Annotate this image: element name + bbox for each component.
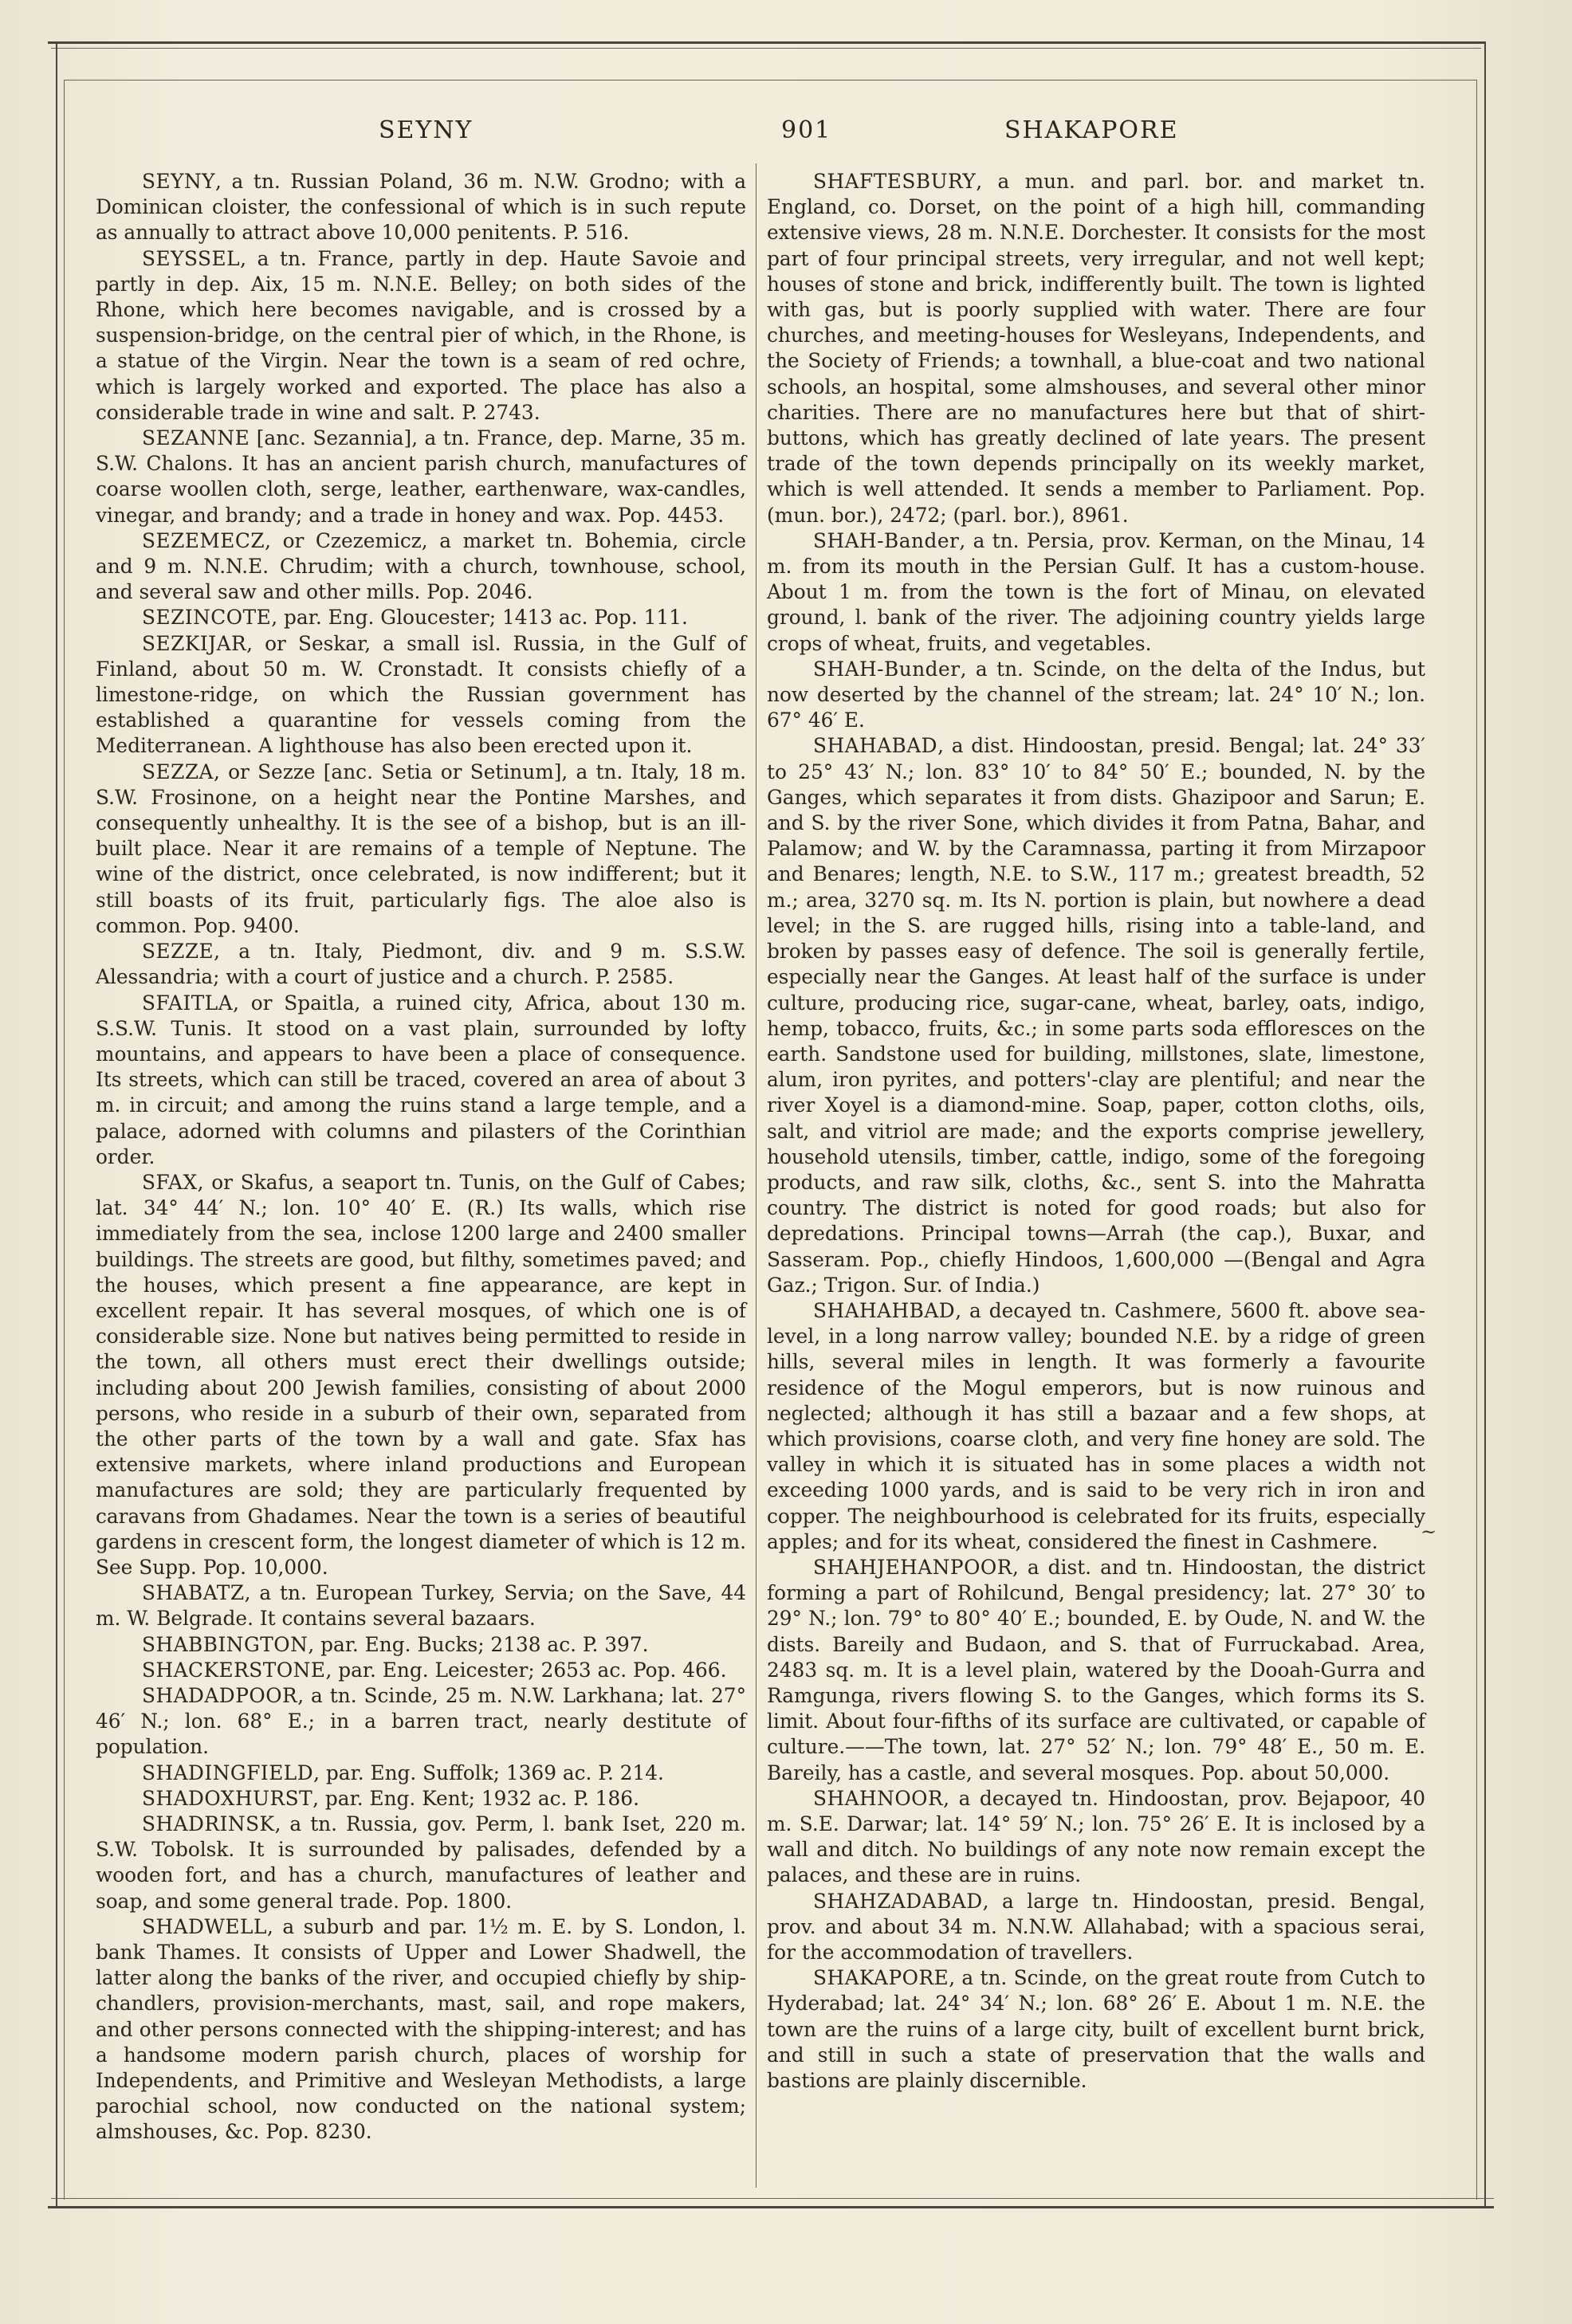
entry-text: , or Czezemicz, a market tn. Bohemia, circle and 9 m. N.N.E. Chrudim; with a church, townhouse, school, and several saw and other mills. Pop. 2046. [96,528,746,604]
gazetteer-entry [767,1889,1425,1966]
entry-text: , par. Eng. Gloucester; 1413 ac. Pop. 111. [271,606,688,630]
entry-headword: SHAFTESBURY [813,170,977,193]
gazetteer-entry [96,246,746,426]
entry-text: , a tn. Scinde, 25 m. N.W. Larkhana; lat. 27° 46′ N.; lon. 68° E.; in a barren tract, nearly destitute of population. [96,1683,746,1759]
gazetteer-entry [96,1761,746,1786]
gazetteer-entry [767,169,1425,528]
entry-headword: SEZINCOTE [142,606,272,630]
gazetteer-entry [96,605,746,630]
entry-text: , or Seskar, a small isl. Russia, in the Gulf of Finland, about 50 m. W. Cronstadt. It consists chiefly of a limestone-ridge, on which the Russian government has established a quarantine for vessels coming from the Mediterranean. A lighthouse has also been erected upon it. [96,631,746,758]
column-divider [756,163,757,2188]
right-column [767,169,1425,2094]
entry-text: , or Skafus, a seaport tn. Tunis, on the Gulf of Cabes; lat. 34° 44′ N.; lon. 10° 40′ E. (R.) Its walls, which rise immediately from the sea, inclose 1200 large and 2400 smaller buildings. The streets are good, but filthy, sometimes paved; and the houses, which present a fine appearance, are kept in excellent repair. It has several mosques, of which one is of considerable size. None but natives being permitted to reside in the town, all others must erect their dwellings outside; including about 200 Jewish families, consisting of about 2000 persons, who reside in a suburb of their own, separated from the other parts of the town by a wall and gate. Sfax has extensive markets, where inland productions and European manufactures are sold; they are particularly frequented by caravans from Ghadames. Near the town is a series of beautiful gardens in crescent form, the longest diameter of which is 12 m. See Supp. Pop. 10,000. [96,1170,746,1579]
gazetteer-entry [96,631,746,760]
gazetteer-entry [96,939,746,990]
entry-headword: SHAHZADABAD [813,1889,983,1913]
entry-text: [anc. Sezannia], a tn. France, dep. Marne, 35 m. S.W. Chalons. It has an ancient parish church, manufactures of coarse woollen cloth, serge, leather, earthenware, wax-candles, vinegar, and brandy; and a trade in honey and wax. Pop. 4453. [96,426,746,527]
gazetteer-entry [96,1914,746,2145]
entry-headword: SHAHJEHANPOOR [813,1555,1012,1579]
gazetteer-entry [96,1683,746,1761]
entry-headword: SHABBINGTON [142,1632,309,1656]
gazetteer-entry [96,528,746,606]
entry-text: , or Sezze [anc. Setia or Setinum], a tn. Italy, 18 m. S.W. Frosinone, on a height near the Pontine Marshes, and consequently unhealthy. It is the see of a bishop, but is an ill-built place. Near it are remains of a temple of Neptune. The wine of the district, once celebrated, is now indifferent; but it still boasts of its fruit, particularly figs. The aloe also is common. Pop. 9400. [96,760,746,937]
entry-headword: SEYNY [142,170,216,193]
border-top-rule [48,41,1484,44]
entry-headword: SHADWELL [142,1914,267,1938]
gazetteer-entry [96,1786,746,1812]
entry-text: , a tn. European Turkey, Servia; on the Save, 44 m. W. Belgrade. It contains several bazaars. [96,1581,746,1631]
entry-headword: SFAX [142,1170,198,1194]
entry-headword: SHAH-Bunder [813,657,961,681]
running-header [64,102,1476,142]
gazetteer-entry [767,1786,1425,1889]
entry-headword: SHAHNOOR [813,1786,944,1810]
border-right-rule [1484,41,1486,2208]
entry-text: , par. Eng. Bucks; 2138 ac. P. 397. [308,1632,649,1656]
entry-headword: SEYSSEL [142,246,241,270]
entry-headword: SHACKERSTONE [142,1658,326,1682]
entry-text: , a dist. and tn. Hindoostan, the district forming a part of Rohilcund, Bengal presidency; lat. 27° 30′ to 29° N.; lon. 79° to 80° 40′ E.; bounded, E. by Oude, N. and W. the dists. Bareily and Budaon, and S. that of Furruckabad. Area, 2483 sq. m. It is a level plain, watered by the Dooah-Gurra and Ramgunga, rivers flowing S. to the Ganges, which forms its S. limit. About four-fifths of its surface are cultivated, or capable of culture.——The town, lat. 27° 52′ N.; lon. 79° 48′ E., 50 m. E. Bareily, has a castle, and several mosques. Pop. about 50,000. [767,1555,1425,1784]
gazetteer-entry [767,733,1425,1297]
gazetteer-entry [96,1580,746,1631]
entry-headword: SEZKIJAR [142,631,247,655]
entry-text: , a tn. Scinde, on the delta of the Indus, but now deserted by the channel of the stream; lat. 24° 10′ N.; lon. 67° 46′ E. [767,657,1425,732]
entry-text: , a tn. Italy, Piedmont, div. and 9 m. S.S.W. Alessandria; with a court of justice and a church. P. 2585. [96,940,746,989]
entry-text: , par. Eng. Kent; 1932 ac. P. 186. [312,1786,639,1810]
entry-headword: SHAH-Bander [813,528,960,552]
entry-text: , a tn. Scinde, on the great route from Cutch to Hyderabad; lat. 24° 34′ N.; lon. 68° 26′ E. About 1 m. N.E. the town are the ruins of a large city, built of excellent burnt brick, and still in such a state of preservation that the walls and bastions are plainly discernible. [767,1966,1425,2093]
entry-headword: SHAHABAD [813,734,938,758]
border-left-inner-rule [64,80,65,2200]
gazetteer-entry [96,1658,746,1683]
entry-text: , a decayed tn. Hindoostan, prov. Bejapoor, 40 m. S.E. Darwar; lat. 14° 59′ N.; lon. 75° 26′ E. It is inclosed by a wall and ditch. No buildings of any note now remain except the palaces, and these are in ruins. [767,1786,1425,1887]
page-number: 901 [781,116,832,144]
border-left-rule [56,41,57,2208]
gazetteer-entry [96,991,746,1170]
entry-headword: SEZZA [142,760,214,783]
entry-text: , a tn. Russian Poland, 36 m. N.W. Grodno; with a Dominican cloister, the confessional of which is in such repute as annually to attract above 10,000 penitents. P. 516. [96,170,746,245]
entry-text: , a decayed tn. Cashmere, 5600 ft. above sea-level, in a long narrow valley; bounded N.E. by a ridge of green hills, several miles in length. It was formerly a favourite residence of the Mogul emperors, but is now ruinous and neglected; although it has still a bazaar and a few shops, at which provisions, coarse cloth, and very fine honey are sold. The valley in which it is situated has in some places a width not exceeding 1000 yards, and is said to be very rich in iron and copper. The neighbourhood is celebrated for its fruits, especially apples; and for its wheat, considered the finest in Cashmere. [767,1298,1425,1553]
gazetteer-entry [96,169,746,246]
running-head-left: SEYNY [379,116,474,144]
border-top-inner-rule [51,48,1481,49]
entry-text: , a dist. Hindoostan, presid. Bengal; lat. 24° 33′ to 25° 43′ N.; lon. 83° 10′ to 84° 50′ E.; bounded, N. by the Ganges, which separates it from dists. Ghazipoor and Sarun; E. and S. by the river Sone, which divides it from Patna, Bahar, and Palamow; and W. by the Caramnassa, parting it from Mirzapoor and Benares; length, N.E. to S.W., 117 m.; greatest breadth, 52 m.; area, 3270 sq. m. Its N. portion is plain, but nowhere a dead level; in the S. are rugged hills, rising into a table-land, and broken by passes easy of defence. The soil is generally fertile, especially near the Ganges. At least half of the surface is under culture, producing rice, sugar-cane, wheat, barley, oats, indigo, hemp, tobacco, fruits, &c.; in some parts soda effloresces on the earth. Sandstone used for building, millstones, slate, limestone, alum, iron pyrites, and potters'-clay are plentiful; and near the river Xoyel is a diamond-mine. Soap, paper, cotton cloths, oils, salt, and vitriol are made; and the exports comprise jewellery, household utensils, timber, cattle, indigo, some of the foregoing products, and raw silk, cloths, &c., sent S. into the Mahratta country. The district is noted for good roads; but also for depredations. Principal towns—Arrah (the cap.), Buxar, and Sasseram. Pop., chiefly Hindoos, 1,600,000 —(Bengal and Agra Gaz.; Trigon. Sur. of India.) [767,734,1425,1297]
entry-headword: SHABATZ [142,1581,245,1605]
gazetteer-entry [96,1170,746,1580]
border-right-inner-rule [1476,80,1477,2200]
entry-text: , a tn. Russia, gov. Perm, l. bank Iset, 220 m. S.W. Tobolsk. It is surrounded by palisades, defended by a wooden fort, and has a church, manufactures of leather and soap, and some general trade. Pop. 1800. [96,1812,746,1913]
margin-mark: ~ [1421,1521,1437,1543]
gazetteer-entry [96,1812,746,1914]
border-bottom-inner-rule [51,2198,1494,2199]
entry-headword: SHAHAHBAD [813,1298,956,1322]
gazetteer-entry [767,1965,1425,2094]
entry-text: , par. Eng. Leicester; 2653 ac. Pop. 466. [325,1658,727,1682]
gazetteer-entry [96,426,746,528]
entry-headword: SHADOXHURST [142,1786,313,1810]
entry-text: , a tn. France, partly in dep. Haute Savoie and partly in dep. Aix, 15 m. N.N.E. Belley; on both sides of the Rhone, which here becomes navigable, and is crossed by a suspension-bridge, on the central pier of which, in the Rhone, is a statue of the Virgin. Near the town is a seam of red ochre, which is largely worked and exported. The place has also a considerable trade in wine and salt. P. 2743. [96,246,746,424]
entry-headword: SFAITLA [142,991,234,1015]
gazetteer-entry [767,1298,1425,1555]
entry-headword: SEZZE [142,940,214,964]
entry-headword: SEZEMECZ [142,528,265,552]
entry-text: , or Spaitla, a ruined city, Africa, about 130 m. S.S.W. Tunis. It stood on a vast plain, surrounded by lofty mountains, and appears to have been a place of consequence. Its streets, which can still be traced, covered an area of about 3 m. in circuit; and among the ruins stand a large temple, and a palace, adorned with columns and pilasters of the Corinthian order. [96,991,746,1168]
left-column [96,169,746,2145]
entry-headword: SHAKAPORE [813,1966,949,1990]
entry-text: , a tn. Persia, prov. Kerman, on the Minau, 14 m. from its mouth in the Persian Gulf. It has a custom-house. About 1 m. from the town is the fort of Minau, on elevated ground, l. bank of the river. The adjoining country yields large crops of wheat, fruits, and vegetables. [767,528,1425,655]
entry-headword: SHADRINSK [142,1812,275,1835]
gazetteer-entry [96,760,746,939]
entry-headword: SHADINGFIELD [142,1761,314,1784]
entry-text: , par. Eng. Suffolk; 1369 ac. P. 214. [313,1761,664,1784]
entry-text: , a large tn. Hindoostan, presid. Bengal, prov. and about 34 m. N.N.W. Allahabad; with a spacious serai, for the accommodation of travellers. [767,1889,1425,1965]
entry-text: , a mun. and parl. bor. and market tn. England, co. Dorset, on the point of a high hill, commanding extensive views, 28 m. N.N.E. Dorchester. It consists for the most part of four principal streets, very irregular, and not well kept; houses of stone and brick, indifferently built. The town is lighted with gas, but is poorly supplied with water. There are four churches, and meeting-houses for Wesleyans, Independents, and the Society of Friends; a townhall, a blue-coat and two national schools, an hospital, some almshouses, and several other minor charities. There are no manufactures here but that of shirt-buttons, which has greatly declined of late years. The present trade of the town depends principally on its weekly market, which is well attended. It sends a member to Parliament. Pop. (mun. bor.), 2472; (parl. bor.), 8961. [767,170,1425,527]
entry-text: , a suburb and par. 1½ m. E. by S. London, l. bank Thames. It consists of Upper and Lower Shadwell, the latter along the banks of the river, and occupied chiefly by ship-chandlers, provision-merchants, mast, sail, and rope makers, and other persons connected with the shipping-interest; and has a handsome modern parish church, places of worship for Independents, and Primitive and Wesleyan Methodists, a large parochial school, now conducted on the national system; almshouses, &c. Pop. 8230. [96,1914,746,2144]
gazetteer-entry [767,1555,1425,1786]
gazetteer-entry [767,657,1425,734]
entry-headword: SEZANNE [142,426,250,450]
gazetteer-entry [96,1632,746,1658]
border-bottom-rule [48,2206,1494,2208]
gazetteer-entry [767,528,1425,657]
running-head-right: SHAKAPORE [1004,116,1179,144]
entry-headword: SHADADPOOR [142,1683,298,1707]
